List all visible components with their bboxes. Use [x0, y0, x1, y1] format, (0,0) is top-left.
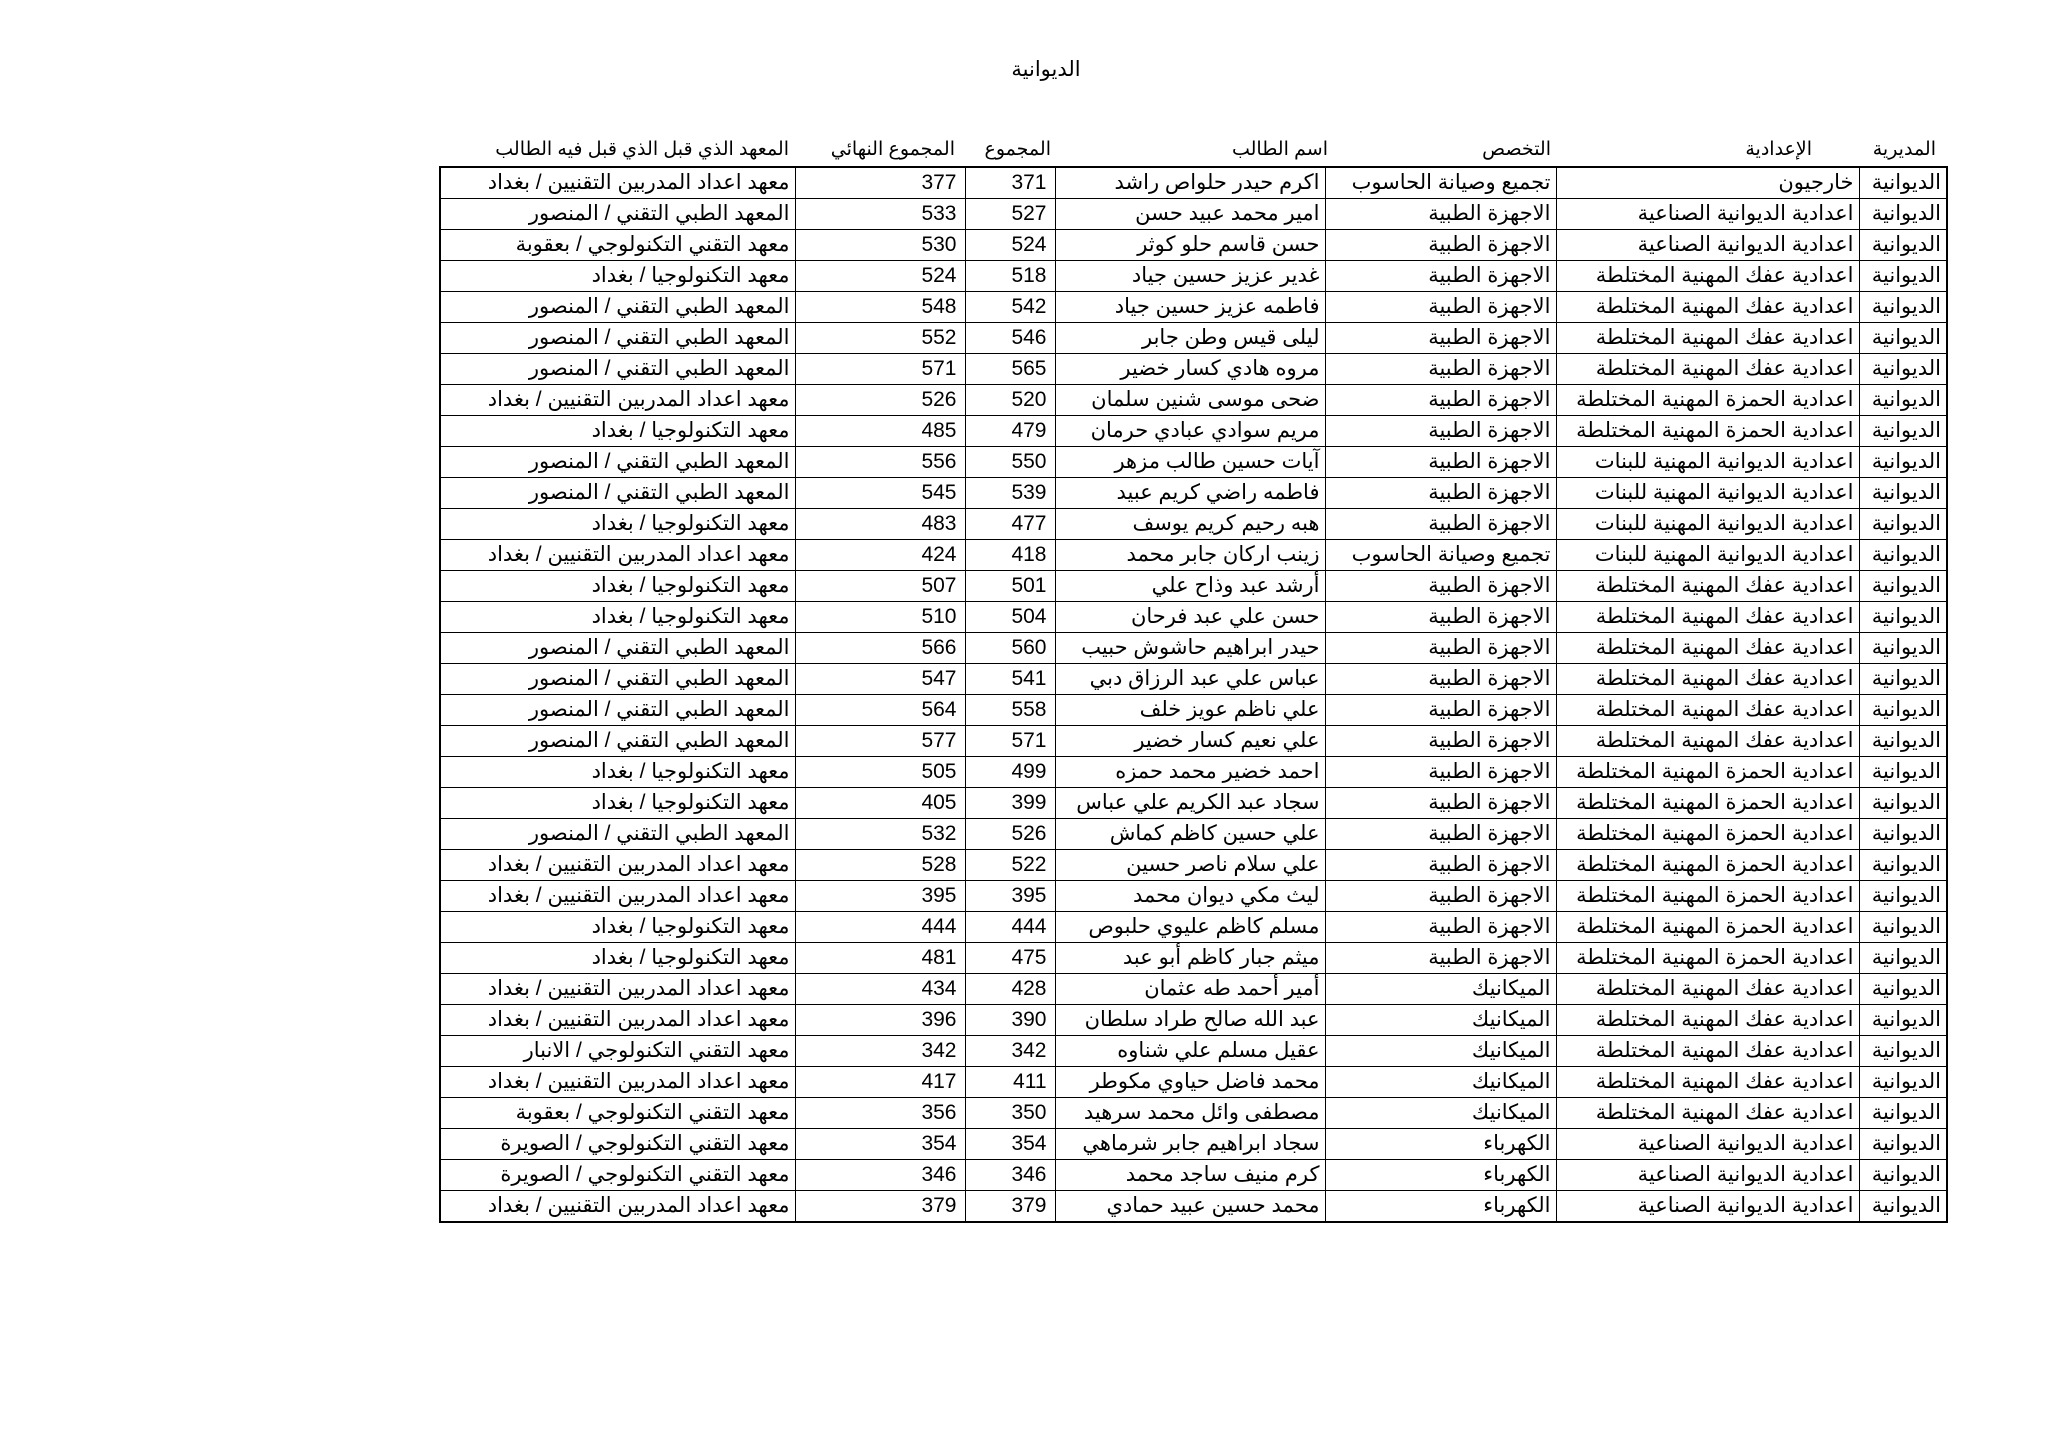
cell-directorate: الديوانية: [1859, 1129, 1947, 1160]
cell-directorate: الديوانية: [1859, 633, 1947, 664]
table-row: [440, 664, 1947, 695]
table-row: [440, 1129, 1947, 1160]
cell-directorate: الديوانية: [1859, 199, 1947, 230]
table-row: [440, 726, 1947, 757]
cell-directorate: الديوانية: [1859, 416, 1947, 447]
cell-final-total: 424: [795, 540, 965, 571]
cell-total: 350: [965, 1098, 1055, 1129]
cell-total: 411: [965, 1067, 1055, 1098]
table-row: [440, 1098, 1947, 1129]
table-row: [440, 974, 1947, 1005]
cell-student-name: سجاد عبد الكريم علي عباس: [1055, 788, 1325, 819]
cell-directorate: الديوانية: [1859, 1191, 1947, 1223]
cell-final-total: 354: [795, 1129, 965, 1160]
cell-institute: معهد اعداد المدربين التقنيين / بغداد: [440, 1191, 795, 1223]
cell-institute: المعهد الطبي التقني / المنصور: [440, 633, 795, 664]
table-row: [440, 416, 1947, 447]
cell-final-total: 556: [795, 447, 965, 478]
cell-final-total: 552: [795, 323, 965, 354]
cell-specialization: الاجهزة الطبية: [1325, 230, 1556, 261]
cell-total: 560: [965, 633, 1055, 664]
cell-specialization: الميكانيك: [1325, 1036, 1556, 1067]
cell-institute: معهد التكنولوجيا / بغداد: [440, 788, 795, 819]
table-row: [440, 199, 1947, 230]
cell-total: 499: [965, 757, 1055, 788]
cell-student-name: ميثم جبار كاظم أبو عبد: [1055, 943, 1325, 974]
cell-specialization: الميكانيك: [1325, 1005, 1556, 1036]
cell-final-total: 434: [795, 974, 965, 1005]
cell-institute: معهد التكنولوجيا / بغداد: [440, 912, 795, 943]
cell-total: 342: [965, 1036, 1055, 1067]
cell-specialization: الاجهزة الطبية: [1325, 943, 1556, 974]
cell-student-name: عقيل مسلم علي شناوه: [1055, 1036, 1325, 1067]
cell-specialization: الميكانيك: [1325, 1067, 1556, 1098]
cell-institute: معهد اعداد المدربين التقنيين / بغداد: [440, 1067, 795, 1098]
cell-total: 479: [965, 416, 1055, 447]
cell-institute: المعهد الطبي التقني / المنصور: [440, 292, 795, 323]
cell-total: 444: [965, 912, 1055, 943]
page-title: الديوانية: [1011, 58, 1081, 81]
cell-school: اعدادية الديوانية الصناعية: [1556, 1160, 1859, 1191]
cell-specialization: الاجهزة الطبية: [1325, 323, 1556, 354]
cell-school: اعدادية عفك المهنية المختلطة: [1556, 292, 1859, 323]
cell-specialization: الاجهزة الطبية: [1325, 850, 1556, 881]
cell-directorate: الديوانية: [1859, 447, 1947, 478]
cell-specialization: الاجهزة الطبية: [1325, 571, 1556, 602]
table-row: [440, 230, 1947, 261]
table-row: [440, 1005, 1947, 1036]
cell-school: اعدادية الحمزة المهنية المختلطة: [1556, 385, 1859, 416]
cell-specialization: الميكانيك: [1325, 974, 1556, 1005]
cell-total: 558: [965, 695, 1055, 726]
cell-institute: معهد التكنولوجيا / بغداد: [440, 416, 795, 447]
cell-student-name: كرم منيف ساجد محمد: [1055, 1160, 1325, 1191]
cell-total: 546: [965, 323, 1055, 354]
table-row: [440, 943, 1947, 974]
cell-institute: معهد التقني التكنولوجي / الصويرة: [440, 1160, 795, 1191]
cell-school: خارجيون: [1556, 167, 1859, 199]
cell-student-name: عبد الله صالح طراد سلطان: [1055, 1005, 1325, 1036]
table-row: [440, 602, 1947, 633]
cell-institute: المعهد الطبي التقني / المنصور: [440, 726, 795, 757]
cell-institute: معهد اعداد المدربين التقنيين / بغداد: [440, 385, 795, 416]
table-row: [440, 912, 1947, 943]
cell-specialization: الكهرباء: [1325, 1160, 1556, 1191]
cell-institute: المعهد الطبي التقني / المنصور: [440, 819, 795, 850]
cell-total: 395: [965, 881, 1055, 912]
cell-student-name: غدير عزيز حسين جياد: [1055, 261, 1325, 292]
cell-institute: معهد التقني التكنولوجي / بعقوبة: [440, 1098, 795, 1129]
cell-total: 399: [965, 788, 1055, 819]
cell-total: 477: [965, 509, 1055, 540]
cell-institute: المعهد الطبي التقني / المنصور: [440, 354, 795, 385]
cell-school: اعدادية عفك المهنية المختلطة: [1556, 1005, 1859, 1036]
cell-school: اعدادية الحمزة المهنية المختلطة: [1556, 912, 1859, 943]
cell-total: 428: [965, 974, 1055, 1005]
cell-total: 541: [965, 664, 1055, 695]
cell-directorate: الديوانية: [1859, 571, 1947, 602]
cell-directorate: الديوانية: [1859, 478, 1947, 509]
cell-student-name: آيات حسين طالب مزهر: [1055, 447, 1325, 478]
cell-specialization: تجميع وصيانة الحاسوب: [1325, 540, 1556, 571]
cell-school: اعدادية الحمزة المهنية المختلطة: [1556, 757, 1859, 788]
cell-student-name: فاطمه راضي كريم عبيد: [1055, 478, 1325, 509]
cell-student-name: حسن علي عبد فرحان: [1055, 602, 1325, 633]
cell-final-total: 571: [795, 354, 965, 385]
cell-final-total: 481: [795, 943, 965, 974]
cell-specialization: الاجهزة الطبية: [1325, 633, 1556, 664]
cell-directorate: الديوانية: [1859, 788, 1947, 819]
cell-student-name: أمير أحمد طه عثمان: [1055, 974, 1325, 1005]
cell-specialization: الاجهزة الطبية: [1325, 199, 1556, 230]
cell-school: اعدادية الديوانية الصناعية: [1556, 1191, 1859, 1223]
cell-school: اعدادية الحمزة المهنية المختلطة: [1556, 850, 1859, 881]
table-row: [440, 1036, 1947, 1067]
cell-directorate: الديوانية: [1859, 602, 1947, 633]
cell-specialization: الاجهزة الطبية: [1325, 478, 1556, 509]
cell-institute: معهد التكنولوجيا / بغداد: [440, 757, 795, 788]
cell-directorate: الديوانية: [1859, 1036, 1947, 1067]
cell-directorate: الديوانية: [1859, 726, 1947, 757]
cell-specialization: الكهرباء: [1325, 1129, 1556, 1160]
cell-specialization: الاجهزة الطبية: [1325, 292, 1556, 323]
column-headers: [0, 133, 2048, 167]
cell-student-name: ليلى قيس وطن جابر: [1055, 323, 1325, 354]
cell-student-name: احمد خضير محمد حمزه: [1055, 757, 1325, 788]
cell-final-total: 505: [795, 757, 965, 788]
cell-total: 501: [965, 571, 1055, 602]
cell-specialization: الاجهزة الطبية: [1325, 819, 1556, 850]
cell-final-total: 533: [795, 199, 965, 230]
cell-specialization: الاجهزة الطبية: [1325, 695, 1556, 726]
cell-school: اعدادية الديوانية المهنية للبنات: [1556, 509, 1859, 540]
cell-final-total: 564: [795, 695, 965, 726]
cell-institute: معهد اعداد المدربين التقنيين / بغداد: [440, 540, 795, 571]
cell-total: 565: [965, 354, 1055, 385]
cell-final-total: 485: [795, 416, 965, 447]
cell-institute: المعهد الطبي التقني / المنصور: [440, 695, 795, 726]
cell-directorate: الديوانية: [1859, 974, 1947, 1005]
cell-directorate: الديوانية: [1859, 509, 1947, 540]
cell-school: اعدادية الحمزة المهنية المختلطة: [1556, 819, 1859, 850]
cell-total: 524: [965, 230, 1055, 261]
cell-directorate: الديوانية: [1859, 757, 1947, 788]
cell-institute: معهد التقني التكنولوجي / الصويرة: [440, 1129, 795, 1160]
cell-total: 526: [965, 819, 1055, 850]
table-row: [440, 323, 1947, 354]
cell-institute: معهد اعداد المدربين التقنيين / بغداد: [440, 850, 795, 881]
cell-final-total: 379: [795, 1191, 965, 1223]
cell-institute: معهد التكنولوجيا / بغداد: [440, 509, 795, 540]
cell-school: اعدادية الديوانية الصناعية: [1556, 230, 1859, 261]
table-row: [440, 788, 1947, 819]
cell-student-name: علي سلام ناصر حسين: [1055, 850, 1325, 881]
cell-institute: المعهد الطبي التقني / المنصور: [440, 447, 795, 478]
cell-final-total: 547: [795, 664, 965, 695]
cell-specialization: الكهرباء: [1325, 1191, 1556, 1223]
cell-student-name: ضحى موسى شنين سلمان: [1055, 385, 1325, 416]
cell-school: اعدادية الحمزة المهنية المختلطة: [1556, 788, 1859, 819]
cell-total: 527: [965, 199, 1055, 230]
cell-total: 520: [965, 385, 1055, 416]
cell-specialization: الميكانيك: [1325, 1098, 1556, 1129]
cell-institute: المعهد الطبي التقني / المنصور: [440, 664, 795, 695]
header-school: الإعدادية: [1745, 139, 1812, 160]
cell-school: اعدادية الديوانية المهنية للبنات: [1556, 447, 1859, 478]
cell-student-name: أرشد عبد وذاح علي: [1055, 571, 1325, 602]
cell-directorate: الديوانية: [1859, 354, 1947, 385]
cell-total: 475: [965, 943, 1055, 974]
table-row: [440, 695, 1947, 726]
cell-specialization: الاجهزة الطبية: [1325, 726, 1556, 757]
cell-total: 571: [965, 726, 1055, 757]
cell-school: اعدادية الحمزة المهنية المختلطة: [1556, 416, 1859, 447]
cell-final-total: 377: [795, 167, 965, 199]
cell-final-total: 395: [795, 881, 965, 912]
cell-school: اعدادية عفك المهنية المختلطة: [1556, 261, 1859, 292]
cell-school: اعدادية الحمزة المهنية المختلطة: [1556, 943, 1859, 974]
cell-institute: معهد التكنولوجيا / بغداد: [440, 602, 795, 633]
cell-final-total: 532: [795, 819, 965, 850]
cell-final-total: 577: [795, 726, 965, 757]
table-row: [440, 1191, 1947, 1223]
cell-student-name: ليث مكي ديوان محمد: [1055, 881, 1325, 912]
cell-final-total: 417: [795, 1067, 965, 1098]
cell-student-name: علي نعيم كسار خضير: [1055, 726, 1325, 757]
table-row: [440, 540, 1947, 571]
cell-final-total: 342: [795, 1036, 965, 1067]
cell-final-total: 346: [795, 1160, 965, 1191]
table-row: [440, 757, 1947, 788]
cell-final-total: 566: [795, 633, 965, 664]
cell-student-name: هبه رحيم كريم يوسف: [1055, 509, 1325, 540]
cell-directorate: الديوانية: [1859, 850, 1947, 881]
cell-student-name: مسلم كاظم عليوي حلبوص: [1055, 912, 1325, 943]
cell-school: اعدادية الحمزة المهنية المختلطة: [1556, 881, 1859, 912]
cell-final-total: 545: [795, 478, 965, 509]
cell-institute: معهد اعداد المدربين التقنيين / بغداد: [440, 167, 795, 199]
cell-institute: معهد التقني التكنولوجي / بعقوبة: [440, 230, 795, 261]
cell-directorate: الديوانية: [1859, 695, 1947, 726]
cell-school: اعدادية عفك المهنية المختلطة: [1556, 974, 1859, 1005]
cell-student-name: فاطمه عزيز حسين جياد: [1055, 292, 1325, 323]
header-total: المجموع: [984, 139, 1051, 160]
cell-directorate: الديوانية: [1859, 943, 1947, 974]
cell-school: اعدادية عفك المهنية المختلطة: [1556, 1036, 1859, 1067]
cell-specialization: الاجهزة الطبية: [1325, 788, 1556, 819]
cell-specialization: الاجهزة الطبية: [1325, 757, 1556, 788]
cell-school: اعدادية عفك المهنية المختلطة: [1556, 664, 1859, 695]
cell-institute: معهد التكنولوجيا / بغداد: [440, 943, 795, 974]
table-row: [440, 881, 1947, 912]
cell-student-name: علي حسين كاظم كماش: [1055, 819, 1325, 850]
header-final-total: المجموع النهائي: [830, 139, 955, 160]
cell-student-name: زينب اركان جابر محمد: [1055, 540, 1325, 571]
cell-final-total: 356: [795, 1098, 965, 1129]
cell-student-name: مريم سوادي عبادي حرمان: [1055, 416, 1325, 447]
cell-directorate: الديوانية: [1859, 292, 1947, 323]
cell-school: اعدادية عفك المهنية المختلطة: [1556, 571, 1859, 602]
cell-school: اعدادية عفك المهنية المختلطة: [1556, 323, 1859, 354]
cell-final-total: 396: [795, 1005, 965, 1036]
cell-specialization: الاجهزة الطبية: [1325, 664, 1556, 695]
cell-school: اعدادية عفك المهنية المختلطة: [1556, 726, 1859, 757]
cell-school: اعدادية عفك المهنية المختلطة: [1556, 633, 1859, 664]
table-row: [440, 478, 1947, 509]
header-specialization: التخصص: [1482, 139, 1551, 160]
cell-school: اعدادية عفك المهنية المختلطة: [1556, 695, 1859, 726]
cell-directorate: الديوانية: [1859, 912, 1947, 943]
cell-directorate: الديوانية: [1859, 1067, 1947, 1098]
cell-final-total: 510: [795, 602, 965, 633]
cell-specialization: الاجهزة الطبية: [1325, 881, 1556, 912]
cell-institute: معهد التكنولوجيا / بغداد: [440, 571, 795, 602]
table-row: [440, 1160, 1947, 1191]
cell-student-name: امير محمد عبيد حسن: [1055, 199, 1325, 230]
cell-student-name: حيدر ابراهيم حاشوش حبيب: [1055, 633, 1325, 664]
cell-specialization: الاجهزة الطبية: [1325, 354, 1556, 385]
cell-total: 550: [965, 447, 1055, 478]
table-row: [440, 167, 1947, 199]
cell-specialization: الاجهزة الطبية: [1325, 385, 1556, 416]
cell-school: اعدادية عفك المهنية المختلطة: [1556, 1098, 1859, 1129]
cell-total: 418: [965, 540, 1055, 571]
cell-final-total: 526: [795, 385, 965, 416]
cell-directorate: الديوانية: [1859, 385, 1947, 416]
table-row: [440, 354, 1947, 385]
students-table: [439, 166, 1948, 1223]
cell-total: 346: [965, 1160, 1055, 1191]
cell-institute: معهد التكنولوجيا / بغداد: [440, 261, 795, 292]
cell-directorate: الديوانية: [1859, 1160, 1947, 1191]
cell-directorate: الديوانية: [1859, 323, 1947, 354]
table-row: [440, 261, 1947, 292]
header-directorate: المديرية: [1872, 139, 1936, 160]
cell-total: 504: [965, 602, 1055, 633]
cell-total: 539: [965, 478, 1055, 509]
cell-school: اعدادية الديوانية المهنية للبنات: [1556, 540, 1859, 571]
cell-directorate: الديوانية: [1859, 819, 1947, 850]
cell-specialization: الاجهزة الطبية: [1325, 602, 1556, 633]
cell-total: 371: [965, 167, 1055, 199]
cell-school: اعدادية الديوانية الصناعية: [1556, 199, 1859, 230]
cell-total: 379: [965, 1191, 1055, 1223]
cell-specialization: الاجهزة الطبية: [1325, 447, 1556, 478]
cell-student-name: مصطفى وائل محمد سرهيد: [1055, 1098, 1325, 1129]
cell-total: 518: [965, 261, 1055, 292]
cell-directorate: الديوانية: [1859, 167, 1947, 199]
table-row: [440, 1067, 1947, 1098]
cell-final-total: 528: [795, 850, 965, 881]
cell-institute: معهد اعداد المدربين التقنيين / بغداد: [440, 881, 795, 912]
cell-school: اعدادية عفك المهنية المختلطة: [1556, 354, 1859, 385]
cell-total: 390: [965, 1005, 1055, 1036]
cell-total: 354: [965, 1129, 1055, 1160]
table-row: [440, 447, 1947, 478]
table-row: [440, 292, 1947, 323]
cell-final-total: 405: [795, 788, 965, 819]
cell-institute: معهد اعداد المدربين التقنيين / بغداد: [440, 1005, 795, 1036]
cell-specialization: الاجهزة الطبية: [1325, 416, 1556, 447]
table-row: [440, 819, 1947, 850]
cell-institute: المعهد الطبي التقني / المنصور: [440, 199, 795, 230]
cell-directorate: الديوانية: [1859, 881, 1947, 912]
cell-total: 542: [965, 292, 1055, 323]
cell-specialization: الاجهزة الطبية: [1325, 261, 1556, 292]
cell-directorate: الديوانية: [1859, 230, 1947, 261]
cell-directorate: الديوانية: [1859, 540, 1947, 571]
cell-student-name: محمد فاضل حياوي مكوطر: [1055, 1067, 1325, 1098]
header-institute: المعهد الذي قبل الذي قبل فيه الطالب: [495, 139, 789, 160]
cell-school: اعدادية عفك المهنية المختلطة: [1556, 1067, 1859, 1098]
table-row: [440, 385, 1947, 416]
cell-school: اعدادية الديوانية الصناعية: [1556, 1129, 1859, 1160]
cell-final-total: 524: [795, 261, 965, 292]
cell-school: اعدادية عفك المهنية المختلطة: [1556, 602, 1859, 633]
cell-student-name: مروه هادي كسار خضير: [1055, 354, 1325, 385]
cell-directorate: الديوانية: [1859, 1005, 1947, 1036]
cell-final-total: 483: [795, 509, 965, 540]
cell-institute: المعهد الطبي التقني / المنصور: [440, 323, 795, 354]
cell-student-name: سجاد ابراهيم جابر شرماهي: [1055, 1129, 1325, 1160]
table-row: [440, 571, 1947, 602]
cell-final-total: 507: [795, 571, 965, 602]
cell-final-total: 530: [795, 230, 965, 261]
cell-directorate: الديوانية: [1859, 1098, 1947, 1129]
table-row: [440, 850, 1947, 881]
table-row: [440, 633, 1947, 664]
cell-institute: معهد اعداد المدربين التقنيين / بغداد: [440, 974, 795, 1005]
cell-student-name: علي ناظم عويز خلف: [1055, 695, 1325, 726]
cell-specialization: الاجهزة الطبية: [1325, 912, 1556, 943]
students-table-body: [440, 167, 1947, 1222]
cell-institute: المعهد الطبي التقني / المنصور: [440, 478, 795, 509]
cell-student-name: اكرم حيدر حلواص راشد: [1055, 167, 1325, 199]
header-student-name: اسم الطالب: [1231, 139, 1328, 160]
cell-school: اعدادية الديوانية المهنية للبنات: [1556, 478, 1859, 509]
cell-directorate: الديوانية: [1859, 261, 1947, 292]
cell-institute: معهد التقني التكنولوجي / الانبار: [440, 1036, 795, 1067]
table-row: [440, 509, 1947, 540]
cell-directorate: الديوانية: [1859, 664, 1947, 695]
cell-student-name: حسن قاسم حلو كوثر: [1055, 230, 1325, 261]
cell-specialization: الاجهزة الطبية: [1325, 509, 1556, 540]
cell-final-total: 548: [795, 292, 965, 323]
cell-specialization: تجميع وصيانة الحاسوب: [1325, 167, 1556, 199]
cell-final-total: 444: [795, 912, 965, 943]
cell-student-name: محمد حسين عبيد حمادي: [1055, 1191, 1325, 1223]
cell-total: 522: [965, 850, 1055, 881]
cell-student-name: عباس علي عبد الرزاق دبي: [1055, 664, 1325, 695]
